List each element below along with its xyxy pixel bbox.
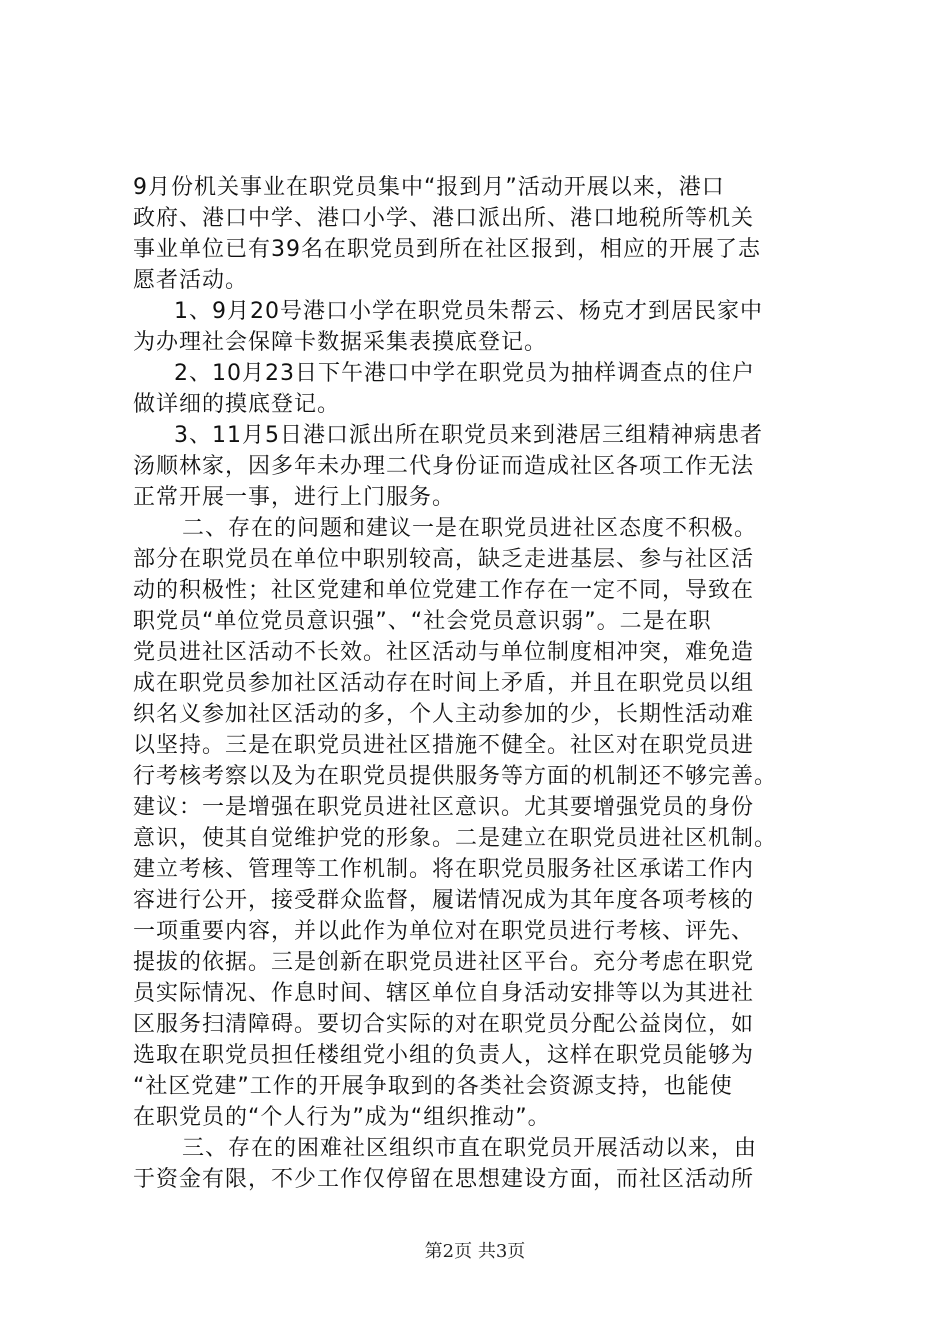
body-text-line: 意识，使其自觉维护党的形象。二是建立在职党员进社区机制。 [133,826,778,851]
body-text-line: 做详细的摸底登记。 [133,392,341,417]
body-text-line: 选取在职党员担任楼组党小组的负责人，这样在职党员能够为 [133,1043,755,1068]
body-text-line: 汤顺林家，因多年未办理二代身份证而造成社区各项工作无法 [133,454,755,479]
body-text-line: 一项重要内容，并以此作为单位对在职党员进行考核、评先、 [133,919,755,944]
body-text-line: 在职党员的“个人行为”成为“组织推动”。 [133,1105,551,1130]
body-text-line: 行考核考察以及为在职党员提供服务等方面的机制还不够完善。 [133,764,778,789]
body-text-line: 容进行公开，接受群众监督，履诺情况成为其年度各项考核的 [133,888,755,913]
body-text-line: 党员进社区活动不长效。社区活动与单位制度相冲突，难免造 [133,640,755,665]
body-text-line: 于资金有限，不少工作仅停留在思想建设方面，而社区活动所 [133,1167,755,1192]
body-text-line: 为办理社会保障卡数据采集表摸底登记。 [133,330,548,355]
body-text-line: 建立考核、管理等工作机制。将在职党员服务社区承诺工作内 [133,857,755,882]
body-text-line: 二、存在的问题和建议一是在职党员进社区态度不积极。 [182,516,758,541]
body-text-line: 3、11月5日港口派出所在职党员来到港居三组精神病患者 [174,423,763,448]
body-text-line: 以坚持。三是在职党员进社区措施不健全。社区对在职党员进 [133,733,755,758]
body-text-line: 成在职党员参加社区活动存在时间上矛盾，并且在职党员以组 [133,671,755,696]
body-text-line: 动的积极性；社区党建和单位党建工作存在一定不同，导致在 [133,578,755,603]
body-text-line: “社区党建”工作的开展争取到的各类社会资源支持，也能使 [133,1074,733,1099]
page-footer: 第2页 共3页 [424,1241,526,1262]
body-text-line: 正常开展一事，进行上门服务。 [133,485,456,510]
body-text-line: 提拔的依据。三是创新在职党员进社区平台。充分考虑在职党 [133,950,755,975]
body-text-line: 2、10月23日下午港口中学在职党员为抽样调查点的住户 [174,361,755,386]
body-text-line: 三、存在的困难社区组织市直在职党员开展活动以来，由 [182,1136,758,1161]
body-text-line: 建议：一是增强在职党员进社区意识。尤其要增强党员的身份 [133,795,755,820]
body-text-line: 区服务扫清障碍。要切合实际的对在职党员分配公益岗位，如 [133,1012,755,1037]
body-text-line: 愿者活动。 [133,268,249,293]
body-text-line: 政府、港口中学、港口小学、港口派出所、港口地税所等机关 [133,206,755,231]
body-text-line: 织名义参加社区活动的多，个人主动参加的少，长期性活动难 [133,702,755,727]
body-text-line: 9月份机关事业在职党员集中“报到月”活动开展以来，港口 [133,175,725,200]
body-text-line: 事业单位已有39名在职党员到所在社区报到，相应的开展了志 [133,237,761,262]
body-text-line: 部分在职党员在单位中职别较高，缺乏走进基层、参与社区活 [133,547,755,572]
body-text-line: 1、9月20号港口小学在职党员朱帮云、杨克才到居民家中 [174,299,763,324]
body-text-line: 员实际情况、作息时间、辖区单位自身活动安排等以为其进社 [133,981,755,1006]
body-text-line: 职党员“单位党员意识强”、“社会党员意识弱”。二是在职 [133,609,712,634]
